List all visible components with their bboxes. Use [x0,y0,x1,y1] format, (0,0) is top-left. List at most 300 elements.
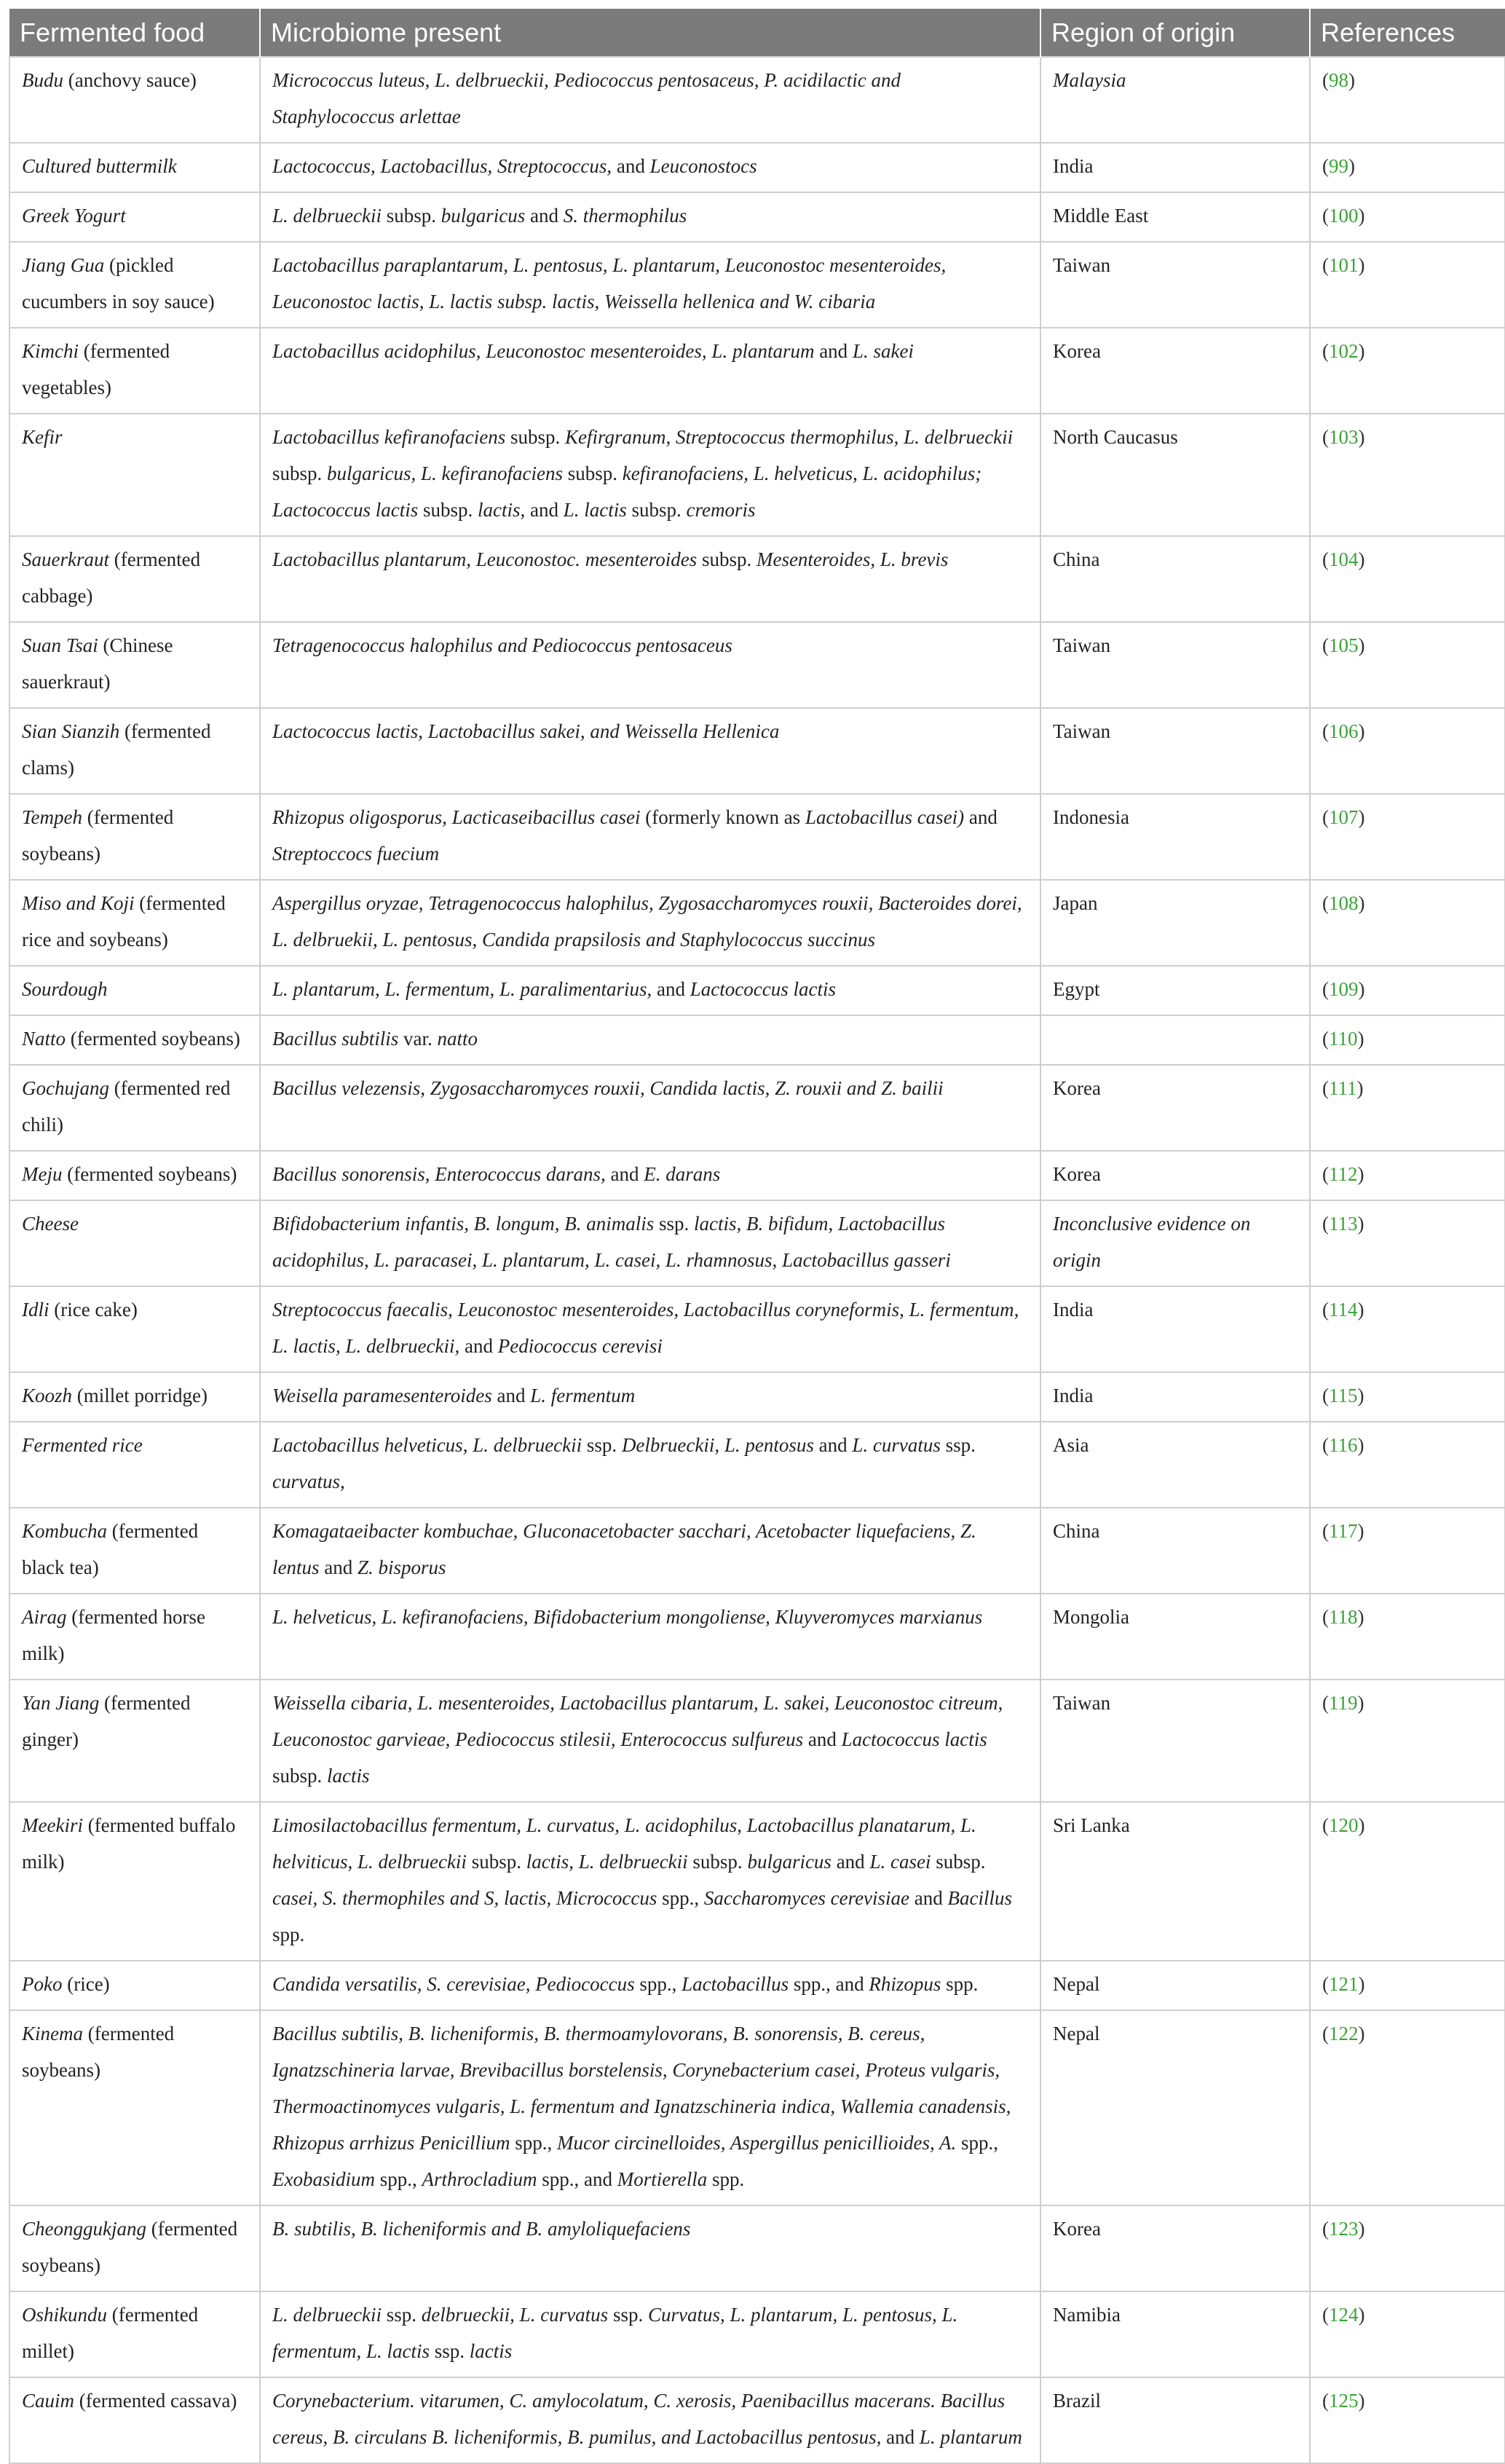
cell-reference: (106) [1310,708,1505,794]
text-segment: (fermented ginger) [22,1692,191,1750]
cell-fermented-food [9,1372,260,1422]
table-row [9,242,1505,328]
text-segment: Lactobacillus helveticus, L. delbrueckii [272,1434,582,1456]
cell-microbiome [260,1422,1040,1508]
cell-region [1040,1372,1310,1422]
text-segment: Malaysia [1053,69,1126,91]
text-segment: and [909,1887,948,1909]
text-segment: subsp. [505,426,565,448]
cell-fermented-food [9,708,260,794]
table-row [9,708,1505,794]
text-segment: China [1053,548,1100,570]
cell-fermented-food [9,1961,260,2010]
text-segment: Delbrueckii, L. pentosus [621,1434,814,1456]
text-segment: India [1053,155,1094,177]
cell-reference: (100) [1310,192,1505,242]
text-segment: spp., [510,2132,558,2154]
cell-microbiome [260,414,1040,536]
text-segment: Middle East [1053,205,1149,227]
text-segment: Taiwan [1053,634,1111,656]
text-segment: (fermented red chili) [22,1077,231,1135]
cell-region [1040,794,1310,880]
reference-link[interactable]: 114 [1329,1299,1358,1320]
table-row [9,1802,1505,1961]
cell-fermented-food [9,1802,260,1961]
text-segment: L. casei [869,1851,931,1873]
text-segment: ssp. [381,2304,422,2326]
text-segment: (anchovy sauce) [63,69,197,91]
text-segment: Japan [1053,892,1098,914]
table-row [9,2010,1505,2205]
cell-microbiome [260,1151,1040,1200]
cell-region [1040,1286,1310,1372]
cell-fermented-food [9,966,260,1015]
text-segment: S. thermophilus [563,205,687,227]
cell-region [1040,2377,1310,2463]
cell-microbiome [260,1015,1040,1065]
cell-fermented-food [9,536,260,622]
text-segment: Streptoccocs fuecium [272,843,440,865]
cell-region [1040,242,1310,328]
cell-fermented-food [9,1508,260,1594]
cell-fermented-food [9,1015,260,1065]
text-segment: delbrueckii, L. curvatus [421,2304,609,2326]
cell-reference: (112) [1310,1151,1505,1200]
table-row [9,1065,1505,1151]
cell-region [1040,1802,1310,1961]
cell-microbiome [260,1286,1040,1372]
text-segment: Korea [1053,340,1101,362]
text-segment: (pickled cucumbers in soy sauce) [22,254,215,312]
text-segment: Budu [22,69,63,91]
cell-microbiome [260,192,1040,242]
cell-region [1040,1961,1310,2010]
text-segment: Micrococcus luteus, L. delbrueckii, Pediococcus pentosaceus, P. acidilactic and Staphylococcus arlettae [272,69,901,127]
text-segment: spp., and [789,1973,869,1995]
cell-reference: (121) [1310,1961,1505,2010]
text-segment: and [881,2426,920,2448]
text-segment: Nepal [1053,2023,1100,2044]
reference-link[interactable]: 108 [1329,892,1359,914]
text-segment: ssp. [430,2340,470,2362]
table-row [9,1200,1505,1286]
text-segment: spp., [375,2168,422,2190]
text-segment: (millet porridge) [72,1385,208,1406]
reference-link[interactable]: 103 [1329,426,1359,448]
reference-link[interactable]: 115 [1329,1385,1358,1406]
cell-reference: (120) [1310,1802,1505,1961]
table-row [9,143,1505,192]
cell-fermented-food [9,1200,260,1286]
text-segment: Weissella cibaria, L. mesenteroides, Lactobacillus plantarum, L. sakei, Leuconostoc citreum, Leuconostoc garvieae, Pediococcus stilesii, Enterococcus sulfureus [272,1692,1003,1750]
text-segment: Arthrocladium [422,2168,537,2190]
table-row [9,880,1505,966]
cell-region [1040,1594,1310,1680]
cell-reference: (116) [1310,1422,1505,1508]
text-segment: subsp. [381,205,441,227]
text-segment: Greek Yogurt [22,205,126,227]
cell-reference: (107) [1310,794,1505,880]
table-row [9,1015,1505,1065]
table-row [9,1422,1505,1508]
text-segment: B. subtilis, B. licheniformis and B. amyloliquefaciens [272,2218,691,2240]
text-segment: (fermented clams) [22,720,211,779]
cell-reference: (98) [1310,57,1505,143]
text-segment: spp. [941,1973,979,1995]
text-segment: Sian Sianzih [22,720,120,742]
text-segment: Leuconostocs [649,155,757,177]
cell-region [1040,1015,1310,1065]
table-row [9,1508,1505,1594]
text-segment: ssp. [940,1434,976,1456]
header-fermented-food: Fermented food [9,9,260,57]
text-segment: spp., and [537,2168,617,2190]
text-segment: Aspergillus oryzae, Tetragenococcus halophilus, Zygosaccharomyces rouxii, Bacteroides dorei, L. delbruekii, L. pentosus, Candida prapsilosis and Staphylococcus succinus [272,892,1022,950]
cell-microbiome [260,2010,1040,2205]
cell-reference: (99) [1310,143,1505,192]
cell-reference: (110) [1310,1015,1505,1065]
text-segment: ssp. [654,1213,694,1235]
text-segment: spp., [956,2132,998,2154]
reference-link[interactable]: 99 [1329,155,1348,177]
table-row [9,414,1505,536]
text-segment: and [803,1728,842,1750]
text-segment: Lactococcus lactis [690,978,836,1000]
reference-link[interactable]: 119 [1329,1692,1358,1714]
text-segment: Komagataeibacter kombuchae, Gluconacetobacter sacchari, Acetobacter liquefaciens, Z. lentus [272,1520,976,1578]
table-row [9,1680,1505,1802]
text-segment: subsp. [272,463,328,484]
text-segment: Indonesia [1053,806,1129,828]
text-segment: subsp. [272,1765,328,1787]
text-segment: Candida versatilis, S. cerevisiae, Pediococcus [272,1973,635,1995]
table-row [9,1286,1505,1372]
text-segment: Poko [22,1973,63,1995]
cell-microbiome [260,1961,1040,2010]
header-row [9,9,1505,57]
cell-reference: (105) [1310,622,1505,708]
text-segment: ssp. [608,2304,648,2326]
text-segment: subsp. [626,499,687,521]
reference-link[interactable]: 121 [1329,1973,1359,1995]
text-segment: bulgaricus [747,1851,831,1873]
text-segment: (fermented horse milk) [22,1606,205,1664]
text-segment: Korea [1053,1077,1101,1099]
cell-region [1040,536,1310,622]
reference-link[interactable]: 101 [1329,254,1359,276]
text-segment: and [605,1163,644,1185]
cell-reference: (122) [1310,2010,1505,2205]
text-segment: Namibia [1053,2304,1121,2326]
cell-fermented-food [9,1680,260,1802]
text-segment: (fermented buffalo milk) [22,1814,236,1873]
text-segment: spp. [272,1924,305,1945]
cell-microbiome [260,536,1040,622]
cell-region [1040,1151,1310,1200]
text-segment: bulgaricus, L. kefiranofaciens [327,463,563,484]
reference-link[interactable]: 109 [1329,978,1359,1000]
text-segment: Korea [1053,1163,1101,1185]
cell-microbiome [260,794,1040,880]
text-segment: Natto [22,1028,66,1050]
text-segment: Mongolia [1053,1606,1129,1628]
text-segment: curvatus, [272,1471,345,1492]
text-segment: Sri Lanka [1053,1814,1130,1836]
text-segment: and [491,1385,531,1406]
text-segment: Oshikundu [22,2304,107,2326]
reference-link[interactable]: 116 [1329,1434,1358,1456]
text-segment: Lactobacillus [682,1973,789,1995]
text-segment: Limosilactobacillus fermentum, L. curvatus, L. acidophilus, Lactobacillus planatarum, L. helviticus, L. delbrueckii [272,1814,976,1873]
cell-microbiome [260,57,1040,143]
cell-microbiome [260,1802,1040,1961]
reference-link[interactable]: 111 [1329,1077,1357,1099]
cell-microbiome [260,143,1040,192]
text-segment: L. delbrueckii [272,205,382,227]
text-segment: and [813,1434,853,1456]
text-segment: Lactococcus, Lactobacillus, Streptococcus, [272,155,612,177]
cell-reference: (124) [1310,2291,1505,2377]
text-segment: (Chinese sauerkraut) [22,634,173,693]
text-segment: (fermented vegetables) [22,340,170,398]
cell-reference: (109) [1310,966,1505,1015]
table-row [9,1594,1505,1680]
cell-fermented-food [9,2377,260,2463]
text-segment: Streptococcus faecalis, Leuconostoc mesenteroides, Lactobacillus coryneformis, L. fermentum, L. lactis, L. delbrueckii, [272,1299,1019,1357]
text-segment: spp. [707,2168,745,2190]
text-segment: Gochujang [22,1077,109,1099]
text-segment: lactis, [477,499,526,521]
cell-microbiome [260,1680,1040,1802]
cell-region [1040,1422,1310,1508]
cell-region [1040,880,1310,966]
text-segment: lactis, B. bifidum, Lactobacillus acidophilus, L. paracasei, L. plantarum, L. casei, L. rhamnosus, Lactobacillus gasseri [272,1213,951,1271]
text-segment: L. lactis [563,499,627,521]
text-segment: subsp. [931,1851,986,1873]
text-segment: Lactobacillus plantarum, Leuconostoc. mesenteroides [272,548,698,570]
text-segment: spp., [657,1887,704,1909]
reference-link[interactable]: 106 [1329,720,1359,742]
text-segment: Asia [1053,1434,1089,1456]
cell-reference: (104) [1310,536,1505,622]
cell-region [1040,2205,1310,2291]
text-segment: L. delbrueckii [272,2304,382,2326]
text-segment: Inconclusive evidence on origin [1053,1213,1251,1271]
cell-reference: (103) [1310,414,1505,536]
reference-link[interactable]: 117 [1329,1520,1358,1542]
table-row [9,57,1505,143]
cell-reference: (102) [1310,328,1505,414]
text-segment: subsp. [563,463,623,484]
text-segment: (fermented millet) [22,2304,199,2362]
cell-microbiome [260,622,1040,708]
reference-link[interactable]: 123 [1329,2218,1359,2240]
cell-microbiome [260,1065,1040,1151]
text-segment: lactis [469,2340,513,2362]
cell-reference: (111) [1310,1065,1505,1151]
cell-reference: (101) [1310,242,1505,328]
text-segment: China [1053,1520,1100,1542]
cell-fermented-food [9,880,260,966]
table-row [9,2205,1505,2291]
text-segment: Bacillus subtilis, B. licheniformis, B. thermoamylovorans, B. sonorensis, B. cereus, Ignatzschineria larvae, Brevibacillus borstelensis, Corynebacterium casei, Proteus vulgaris, Thermoactinomyces vulgaris, L. fermentum and Ignatzschineria indica, Wallemia canadensis, Rhizopus arrhizus Penicillium [272,2023,1011,2154]
text-segment: India [1053,1385,1094,1406]
text-segment: Exobasidium [272,2168,375,2190]
cell-reference: (115) [1310,1372,1505,1422]
table-row [9,2377,1505,2463]
text-segment: lactis [327,1765,370,1787]
text-segment: Miso and Koji [22,892,135,914]
table-row [9,1961,1505,2010]
cell-fermented-food [9,242,260,328]
table-header [9,9,1505,57]
reference-link[interactable]: 98 [1329,69,1348,91]
text-segment: ssp. [582,1434,622,1456]
cell-microbiome [260,328,1040,414]
cell-microbiome [260,2377,1040,2463]
cell-microbiome [260,708,1040,794]
reference-link[interactable]: 102 [1329,340,1359,362]
text-segment: L. fermentum [530,1385,636,1406]
text-segment: Lactococcus lactis, Lactobacillus sakei, and Weissella Hellenica [272,720,780,742]
table-row [9,622,1505,708]
reference-link[interactable]: 107 [1329,806,1359,828]
cell-region [1040,1200,1310,1286]
text-segment: Bacillus subtilis [272,1028,399,1050]
cell-reference: (125) [1310,2377,1505,2463]
text-segment: (fermented soybeans) [22,2023,175,2081]
cell-region [1040,1680,1310,1802]
text-segment: Pediococcus cerevisi [497,1335,663,1357]
text-segment: Tempeh [22,806,83,828]
text-segment: Fermented rice [22,1434,143,1456]
text-segment: Tetragenococcus halophilus and Pediococcus pentosaceus [272,634,732,656]
cell-region [1040,414,1310,536]
cell-microbiome [260,2205,1040,2291]
reference-link[interactable]: 124 [1329,2304,1359,2326]
text-segment: Mucor circinelloides, Aspergillus penicillioides, A. [557,2132,957,2154]
text-segment: and [459,1335,498,1357]
cell-microbiome [260,1372,1040,1422]
text-segment: Lactobacillus paraplantarum, L. pentosus, L. plantarum, Leuconostoc mesenteroides, Leuconostoc lactis, L. lactis subsp. lactis, Weissella hellenica and W. cibaria [272,254,947,312]
cell-region [1040,143,1310,192]
text-segment: Suan Tsai [22,634,98,656]
cell-reference: (119) [1310,1680,1505,1802]
cell-fermented-food [9,143,260,192]
cell-fermented-food [9,414,260,536]
text-segment: Mortierella [617,2168,708,2190]
text-segment: kefiranofaciens, L. helveticus, L. acidophilus; Lactococcus lactis [272,463,982,521]
text-segment: casei, S. thermophiles and S, lactis, Micrococcus [272,1887,657,1909]
text-segment: Cheese [22,1213,79,1235]
text-segment: North Caucasus [1053,426,1178,448]
text-segment: L. curvatus [852,1434,941,1456]
text-segment: Cauim [22,2390,75,2412]
text-segment: (fermented black tea) [22,1520,199,1578]
reference-link[interactable]: 113 [1329,1213,1358,1235]
text-segment: Mesenteroides, L. brevis [756,548,949,570]
reference-link[interactable]: 120 [1329,1814,1359,1836]
cell-reference: (108) [1310,880,1505,966]
cell-fermented-food [9,1286,260,1372]
table-row [9,536,1505,622]
table-row [9,328,1505,414]
cell-fermented-food [9,794,260,880]
cell-reference: (118) [1310,1594,1505,1680]
reference-link[interactable]: 125 [1329,2390,1359,2412]
text-segment: Sourdough [22,978,108,1000]
text-segment: Cultured buttermilk [22,155,177,177]
text-segment: Nepal [1053,1973,1100,1995]
cell-fermented-food [9,1065,260,1151]
text-segment: Lactobacillus casei) [805,806,965,828]
text-segment: Taiwan [1053,720,1111,742]
cell-microbiome [260,242,1040,328]
cell-fermented-food [9,1422,260,1508]
cell-fermented-food [9,2010,260,2205]
text-segment: Kefir [22,426,63,448]
text-segment: and [319,1556,358,1578]
cell-fermented-food [9,192,260,242]
text-segment: and [525,499,564,521]
text-segment: Kinema [22,2023,83,2044]
reference-link[interactable]: 100 [1329,205,1359,227]
text-segment: Korea [1053,2218,1101,2240]
text-segment: Lactobacillus acidophilus, Leuconostoc mesenteroides, L. plantarum [272,340,815,362]
cell-reference: (114) [1310,1286,1505,1372]
text-segment: Bacillus sonorensis, Enterococcus darans, [272,1163,606,1185]
reference-link[interactable]: 104 [1329,548,1359,570]
cell-reference: (113) [1310,1200,1505,1286]
text-segment: L. plantarum [919,2426,1022,2448]
cell-fermented-food [9,2291,260,2377]
reference-link[interactable]: 110 [1329,1028,1358,1050]
text-segment: Rhizopus [869,1973,941,1995]
text-segment: subsp. [466,1851,526,1873]
text-segment: L. helveticus, L. kefiranofaciens, Bifidobacterium mongoliense, Kluyveromyces marxianus [272,1606,983,1628]
reference-link[interactable]: 122 [1329,2023,1359,2044]
text-segment: (fermented soybeans) [62,1163,237,1185]
cell-microbiome [260,1594,1040,1680]
table-row [9,192,1505,242]
text-segment: Egypt [1053,978,1100,1000]
cell-reference: (117) [1310,1508,1505,1594]
reference-link[interactable]: 105 [1329,634,1359,656]
text-segment: subsp. [418,499,478,521]
text-segment: (rice) [62,1973,110,1995]
text-segment: natto [437,1028,478,1050]
table-row [9,794,1505,880]
table-row [9,2291,1505,2377]
text-segment: E. darans [644,1163,721,1185]
text-segment: (fermented cabbage) [22,548,201,607]
text-segment: Rhizopus oligosporus, Lacticaseibacillus casei [272,806,641,828]
text-segment: Weisella paramesenteroides [272,1385,492,1406]
text-segment: Sauerkraut [22,548,109,570]
text-segment: (fermented rice and soybeans) [22,892,226,950]
text-segment: Yan Jiang [22,1692,100,1714]
cell-region [1040,2291,1310,2377]
reference-link[interactable]: 112 [1329,1163,1358,1185]
cell-fermented-food [9,57,260,143]
cell-microbiome [260,880,1040,966]
text-segment: and [814,340,853,362]
reference-link[interactable]: 118 [1329,1606,1358,1628]
cell-region [1040,192,1310,242]
text-segment: bulgaricus [441,205,526,227]
text-segment: Brazil [1053,2390,1101,2412]
text-segment: (formerly known as [640,806,805,828]
